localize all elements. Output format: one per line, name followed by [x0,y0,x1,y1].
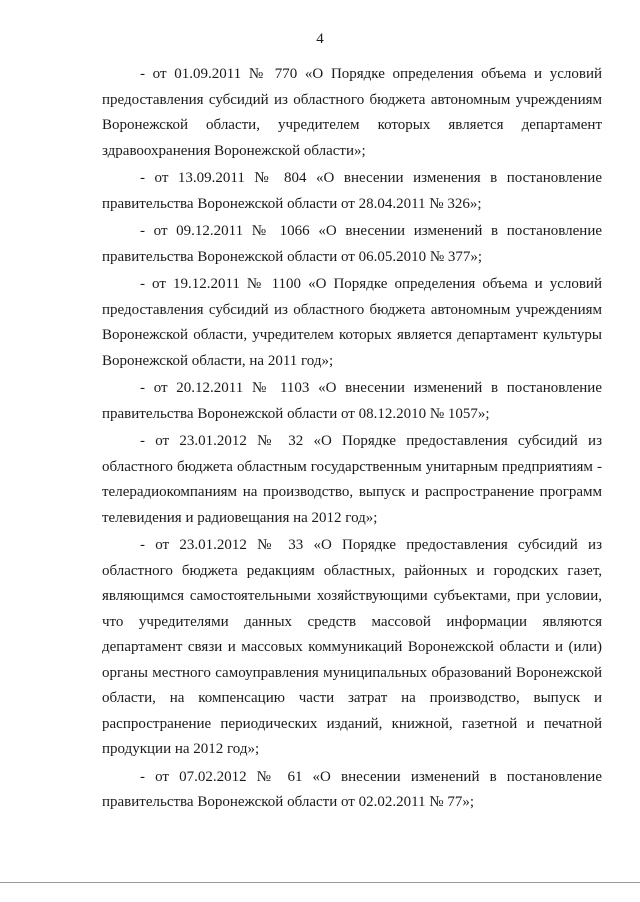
document-body [102,62,602,818]
list-item-resolution-1103: - от 20.12.2011 № 1103 «О внесении изменений в постановление правительства Воронежской области от 08.12.2010 № 1057»; [102,380,602,422]
list-item-resolution-804: - от 13.09.2011 № 804 «О внесении изменения в постановление правительства Воронежской области от 28.04.2011 № 326»; [102,170,602,212]
list-item-resolution-33: - от 23.01.2012 № 33 «О Порядке предоставления субсидий из областного бюджета редакциям областных, районных и городских газет, являющимся самостоятельными хозяйствующими субъектами, при условии, что учредителями данных средств массовой информации являются департамент связи и массовых коммуникаций Воронежской области и (или) органы местного самоуправления муниципальных образований Воронежской области, на компенсацию части затрат на производство, выпуск и распространение периодических изданий, книжной, газетной и печатной продукции на 2012 год»; [102,537,602,757]
list-item-resolution-32: - от 23.01.2012 № 32 «О Порядке предоставления субсидий из областного бюджета областным государственным унитарным предприятиям - телерадиокомпаниям на производство, выпуск и распространение программ телевидения и радиовещания на 2012 год»; [102,433,602,526]
bottom-divider [0,882,640,883]
list-item-resolution-770: - от 01.09.2011 № 770 «О Порядке определения объема и условий предоставления субсидий из областного бюджета автономным учреждениям Воронежской области, учредителем которых является департамент здравоохранения Воронежской области»; [102,66,602,159]
list-item-resolution-1100: - от 19.12.2011 № 1100 «О Порядке определения объема и условий предоставления субсидий из областного бюджета автономным учреждениям Воронежской области, учредителем которых является департамент культуры Воронежской области, на 2011 год»; [102,276,602,369]
page-number: 4 [316,31,324,47]
list-item-resolution-1066: - от 09.12.2011 № 1066 «О внесении изменений в постановление правительства Воронежской области от 06.05.2010 № 377»; [102,223,602,265]
list-item-resolution-61: - от 07.02.2012 № 61 «О внесении изменений в постановление правительства Воронежской области от 02.02.2011 № 77»; [102,768,602,810]
